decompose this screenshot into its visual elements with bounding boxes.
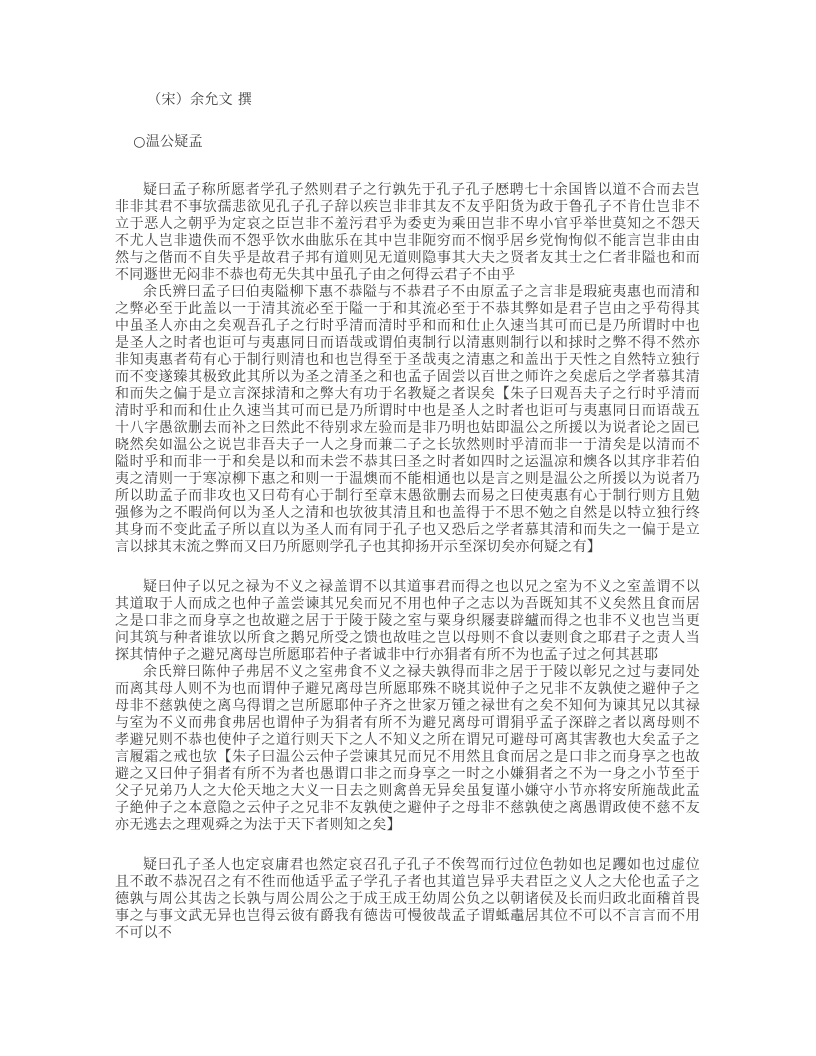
- section-heading: ○温公疑孟: [133, 134, 203, 150]
- text-group-1: [115, 182, 700, 556]
- paragraph-yu-rebuttal-1: 余氏辨曰孟子曰伯夷隘柳下惠不恭隘与不恭君子不由原孟子之言非是瑕疵夷惠也而清和之弊必至于此盖以一于清其流必至于隘一于和其流必至于不恭其弊如是君子岂由之乎苟得其中虽圣人亦由之矣观吾孔子之行时乎清而清时乎和而和仕止久速当其可而已是乃所谓时中也是圣人之时者也讵可与夷惠同日而语哉或谓伯夷制行以清惠则制行以和捄时之弊不得不然亦非知夷惠者苟有心于制行则清也和也岂得至于圣哉夷之清惠之和盖出于天性之自然特立独行而不变遂臻其极致此其所以为圣之清圣之和也孟子固尝以百世之师许之矣虑后之学者慕其清和而失之偏于是立言深捄清和之弊大有功于名教疑之者误矣【朱子曰观吾夫子之行时乎清而清时乎和而和仕止久速当其可而已是乃所谓时中也是圣人之时者也讵可与夷惠同日而语哉五十八字愚欲删去而补之曰然此不待别求左验而是非乃明也姑即温公之所援以为说者论之固已晓然矣如温公之说岂非吾夫子一人之身而兼二子之长欤然则时乎清而非一于清矣是以清而不隘时乎和而非一于和矣是以和而未尝不恭其曰圣之时者如四时之运温凉和燠各以其序非若伯夷之清则一于寒凉柳下惠之和则一于温燠而不能相通也以是言之则是温公之所援以为说者乃所以助孟子而非攻也又曰苟有心于制行至章末愚欲删去而易之曰使夷惠有心于制行则方且勉强修为之不暇尚何以为圣人之清和也欤彼其清且和也盖得于不思不勉之自然是以特立独行终其身而不变此孟子所以直以为圣人而有同于孔子也又恐后之学者慕其清和而失之一偏于是立言以捄其末流之弊而又曰乃所愿则学孔子也其抑扬开示至深切矣亦何疑之有】: [115, 284, 700, 555]
- author-line: （宋）余允文 撰: [147, 92, 253, 108]
- paragraph-doubt-kongzi: 疑曰孔子圣人也定哀庸君也然定哀召孔子孔子不俟驾而行过位色勃如也足躩如也过虚位且不敢不恭况召之有不徃而他适乎孟子学孔子者也其道岂异乎夫君臣之义人之大伦也孟子之德孰与周公其齿之长孰与周公周公之于成王成王幼周公负之以朝诸侯及长而归政北面稽首畏事之与事文武无异也岂得云彼有爵我有德齿可慢彼哉孟子谓蚳鼃居其位不可以不言言而不用不可以不: [115, 857, 700, 941]
- text-group-2: [115, 579, 700, 834]
- paragraph-yu-rebuttal-2: 余氏辩曰陈仲子弗居不义之室弗食不义之禄夫孰得而非之居于于陵以彰兄之过与妻同处而离其母人则不为也而谓仲子避兄离母岂所愿耶殊不晓其说仲子之兄非不友孰使之避仲子之母非不慈孰使之离乌得谓之岂所愿耶仲子齐之世家万锺之禄世有之矣不知何为谏其兄以其禄与室为不义而弗食弗居也谓仲子为狷者有所不为避兄离母可谓狷乎孟子深辟之者以离母则不孝避兄则不恭也使仲子之道行则天下之人不知义之所在谓兄可避母可离其害教也大矣孟子之言履霜之戒也欤【朱子曰温公云仲子尝谏其兄而兄不用然且食而居之是口非之而身享之也故避之又曰仲子狷者有所不为者也愚谓口非之而身享之一时之小嫌狷者之不为一身之小节至于父子兄弟乃人之大伦天地之大义一日去之则禽兽无异矣虽复谨小嫌守小节亦将安所施哉此孟子絶仲子之本意隐之云仲子之兄非不友孰使之避仲子之母非不慈孰使之离愚谓政使不慈不友亦无逃去之理观舜之为法于天下者则知之矣】: [115, 664, 700, 833]
- paragraph-doubt-mengzi: 疑曰孟子称所愿者学孔子然则君子之行孰先于孔子孔子厯聘七十余国皆以道不合而去岂非非其君不事欤孺悲欲见孔子孔子辞以疾岂非非其友不友乎阳货为政于鲁孔子不肯仕岂非不立于恶人之朝乎为定哀之臣岂非不羞污君乎为委吏为乘田岂非不卑小官乎举世莫知之不怨天不尤人岂非遗佚而不怨乎饮水曲肱乐在其中岂非阨穷而不悯乎居乡党恂恂似不能言岂非由由然与之偕而不自失乎是故君子邦有道则见无道则隐事其大夫之贤者友其士之仁者非隘也和而不同遯世无闷非不恭也苟无失其中虽孔子由之何得云君子不由乎: [115, 182, 700, 283]
- text-group-3: [115, 857, 700, 942]
- paragraph-doubt-zhongzi: 疑曰仲子以兄之禄为不义之禄盖谓不以其道事君而得之也以兄之室为不义之室盖谓不以其道取于人而成之也仲子盖尝谏其兄矣而兄不用也仲子之志以为吾既知其不义矣然且食而居之是口非之而身享之也故避之居于于陵于陵之室与粟身织屦妻辟纑而得之也非不义也岂当更问其筑与种者谁欤以所食之鹅兄所受之馈也故哇之岂以母则不食以妻则食之耶君子之责人当探其情仲子之避兄离母岂所愿耶若仲子者诚非中行亦狷者有所不为也孟子过之何其甚耶: [115, 579, 700, 663]
